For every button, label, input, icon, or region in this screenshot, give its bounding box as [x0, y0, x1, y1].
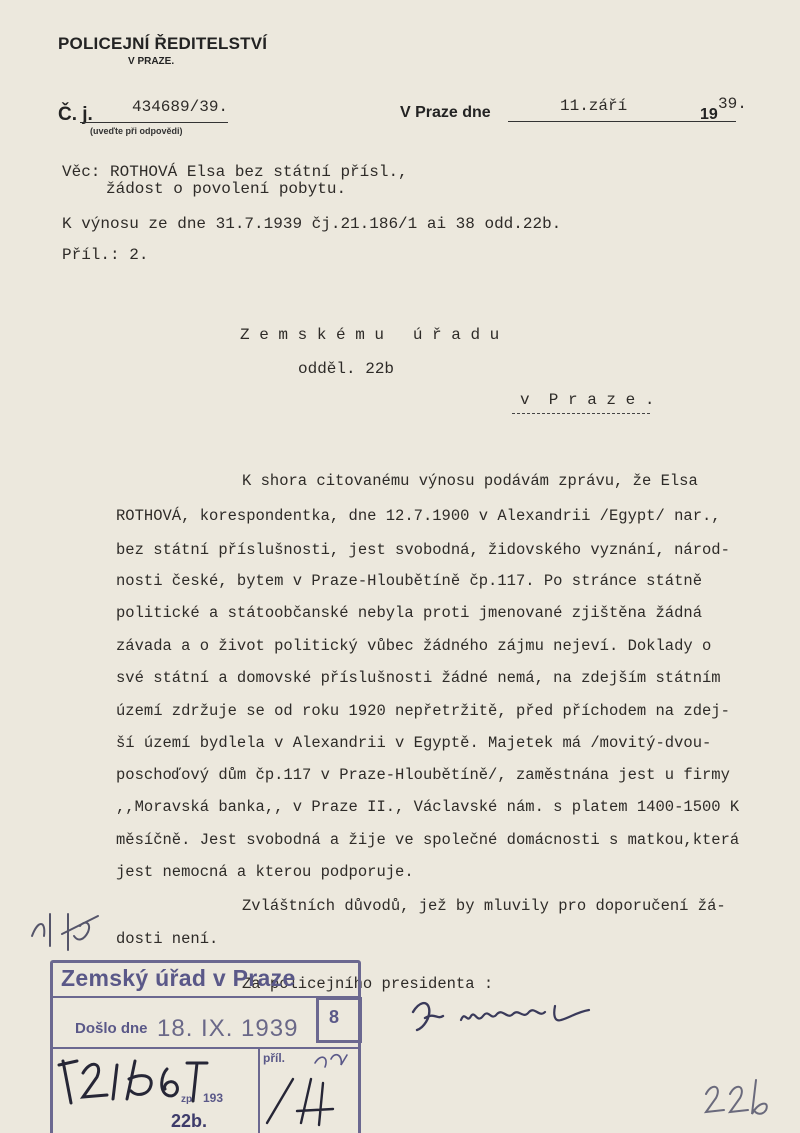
registry-stamp: [50, 960, 361, 1133]
body-line: ší území bydlela v Alexandrii v Egyptě. Majetek má /movitý-dvou-: [116, 734, 712, 752]
reference-number: 434689/39.: [132, 98, 229, 116]
body-line: bez státní příslušnosti, jest svobodná, židovského vyznání, národ-: [116, 541, 730, 559]
handwritten-attachment-count: [263, 1049, 353, 1129]
place-label: V Praze dne: [400, 104, 491, 121]
stamp-separator: [53, 996, 358, 998]
body-line: politické a státoobčanské nebyla proti jmenované zjištěna žádná: [116, 604, 702, 622]
stamp-divider: [258, 1048, 260, 1133]
stamp-received-date: 18. IX. 1939: [157, 1015, 299, 1042]
body-line: K shora citovanému výnosu podávám zprávu, že Elsa: [242, 472, 698, 490]
office-name: POLICEJNÍ ŘEDITELSTVÍ: [58, 34, 268, 53]
stamp-number: 8: [329, 1007, 340, 1027]
stamp-small-label: zp.: [181, 1094, 195, 1105]
decree-reference: K výnosu ze dne 31.7.1939 čj.21.186/1 ai 38 odd.22b.: [62, 215, 562, 233]
year-prefix: 19: [700, 106, 718, 123]
stamp-received-label: Došlo dne: [75, 1020, 148, 1037]
body-line: závada a o život politický vůbec žádného zájmu nejeví. Doklady o: [116, 637, 712, 655]
body-line: poschoďový dům čp.117 v Praze-Hloubětíně/, zaměstnána jest u firmy: [116, 766, 730, 784]
signature-line: Za policejního presidenta :: [242, 975, 494, 993]
body-line: nosti české, bytem v Praze-Hloubětíně čp.117. Po stránce státně: [116, 572, 702, 590]
body-line: území zdržuje se od roku 1920 nepřetržitě, před příchodem na zdej-: [116, 702, 730, 720]
reference-note: (uveďte při odpovědi): [90, 126, 183, 136]
addressee-line-3: v P r a z e .: [520, 391, 655, 409]
stamp-title: Zemský úřad v Praze: [61, 965, 296, 991]
margin-note-22b: [700, 1074, 780, 1124]
reference-underline: [80, 122, 228, 123]
margin-note-mark: [28, 906, 118, 954]
stamp-subreference: 22b.: [171, 1111, 208, 1131]
attachments: Příl.: 2.: [62, 246, 149, 264]
subject-line-2: žádost o povolení pobytu.: [106, 180, 347, 198]
addressee-line-1: Z e m s k é m u ú ř a d u: [240, 326, 500, 344]
letter-date: 11.září: [560, 97, 628, 115]
closing-line-2: dosti není.: [116, 930, 219, 948]
body-line: ROTHOVÁ, korespondentka, dne 12.7.1900 v Alexandrii /Egypt/ nar.,: [116, 507, 721, 525]
body-line: ,,Moravská banka,, v Praze II., Václavské nám. s platem 1400-1500 K: [116, 798, 740, 816]
reference-label: Č. j.: [58, 104, 93, 125]
closing-line-1: Zvláštních důvodů, jež by mluvily pro doporučení žá-: [242, 897, 726, 915]
body-line: své státní a domovské příslušnosti žádné nemá, na zdejším státním: [116, 669, 721, 687]
addressee-line-2: odděl. 22b: [298, 360, 395, 378]
addressee-rule: [512, 413, 650, 414]
office-city: V PRAZE.: [128, 56, 175, 67]
stamp-small-label: příl.: [263, 1051, 286, 1065]
stamp-small-label: 193: [203, 1091, 224, 1105]
subject-line-1: Věc: ROTHOVÁ Elsa bez státní přísl.,: [62, 163, 408, 181]
body-line: měsíčně. Jest svobodná a žije ve společné domácnosti s matkou,která: [116, 831, 740, 849]
year-suffix: 39.: [718, 95, 747, 113]
handwritten-file-number: [57, 1051, 257, 1111]
signature-mark: [405, 990, 595, 1040]
body-line: jest nemocná a kterou podporuje.: [116, 863, 414, 881]
